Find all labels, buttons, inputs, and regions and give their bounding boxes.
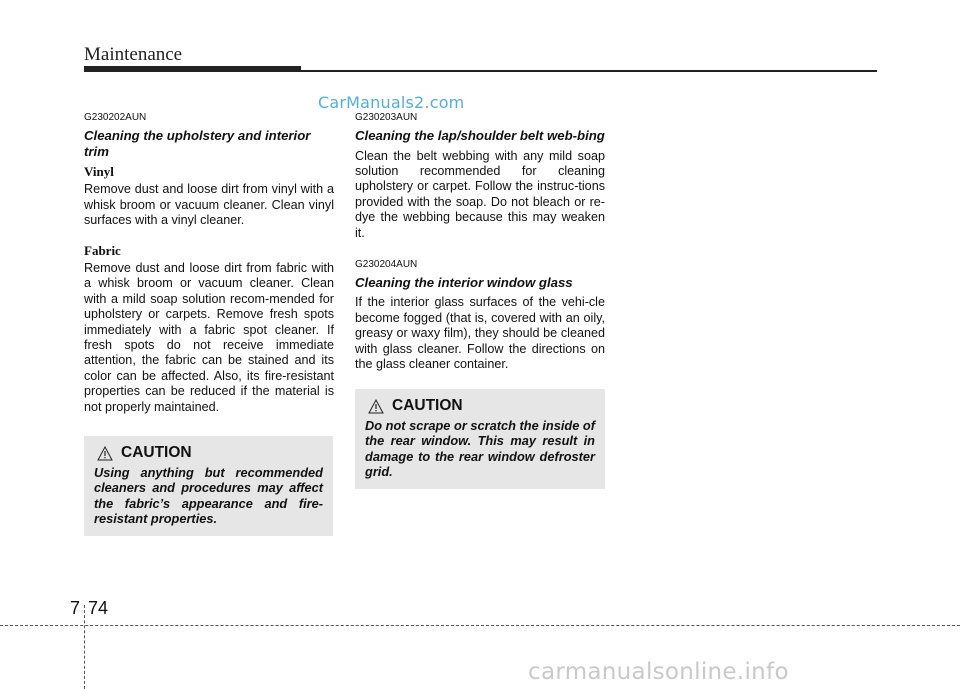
header-rule-thick <box>84 66 301 72</box>
belt-paragraph: Clean the belt webbing with any mild soap solution recommended for cleaning upholstery or carpet. Follow the instruc-tions provided with the soap. Do not bleach or re-dye the webbing because this may weaken it. <box>355 148 605 240</box>
vinyl-heading: Vinyl <box>84 164 114 179</box>
section-subtitle: Cleaning the lap/shoulder belt web-bing <box>355 128 605 143</box>
caution-text: Do not scrape or scratch the inside of the rear window. This may result in damage to the rear window defroster grid. <box>365 418 595 479</box>
header-rule-thin <box>301 70 877 72</box>
footer-divider <box>0 625 960 626</box>
caution-text: Using anything but recommended cleaners and procedures may affect the fabric’s appearance and fire-resistant properties. <box>94 465 323 526</box>
glass-paragraph: If the interior glass surfaces of the vehi-cle become fogged (that is, covered with an oily, greasy or waxy film), they should be cleaned with glass cleaner. Follow the directions on the glass cleaner container. <box>355 295 605 372</box>
section-subtitle: Cleaning the upholstery and interior trim <box>84 128 311 159</box>
right-column <box>355 112 605 372</box>
warning-triangle-icon <box>368 399 384 414</box>
section-code: G230204AUN <box>355 258 418 270</box>
caution-box-fabric <box>84 436 333 536</box>
warning-triangle-icon <box>97 446 113 461</box>
vinyl-paragraph: Remove dust and loose dirt from vinyl with a whisk broom or vacuum cleaner. Clean vinyl surfaces with a vinyl cleaner. <box>84 182 334 228</box>
fabric-heading: Fabric <box>84 242 121 258</box>
watermark-top: CarManuals2.com <box>318 93 465 112</box>
section-code: G230202AUN <box>84 112 147 123</box>
caution-box-window <box>355 389 605 489</box>
fabric-paragraph: Remove dust and loose dirt from fabric with a whisk broom or vacuum cleaner. Clean with a mild soap solution recom-mended for upholstery or carpets. Remove fresh spots immediately with a fabric spot cleaner. If fresh spots do not receive immediate attention, the fabric can be stained and its color can be affected. Also, its fire-resistant properties can be reduced if the material is not properly maintained. <box>84 261 334 414</box>
caution-label: CAUTION <box>121 444 192 461</box>
page-number: 74 <box>88 598 109 618</box>
chapter-number: 7 <box>70 598 81 618</box>
page-header-title: Maintenance <box>84 44 183 65</box>
watermark-bottom: carmanualsonline.info <box>528 659 789 685</box>
caution-label: CAUTION <box>392 397 463 414</box>
section-code: G230203AUN <box>355 112 418 123</box>
left-column <box>84 112 334 415</box>
footer-vertical-divider <box>84 605 85 689</box>
section-subtitle: Cleaning the interior window glass <box>355 274 573 290</box>
